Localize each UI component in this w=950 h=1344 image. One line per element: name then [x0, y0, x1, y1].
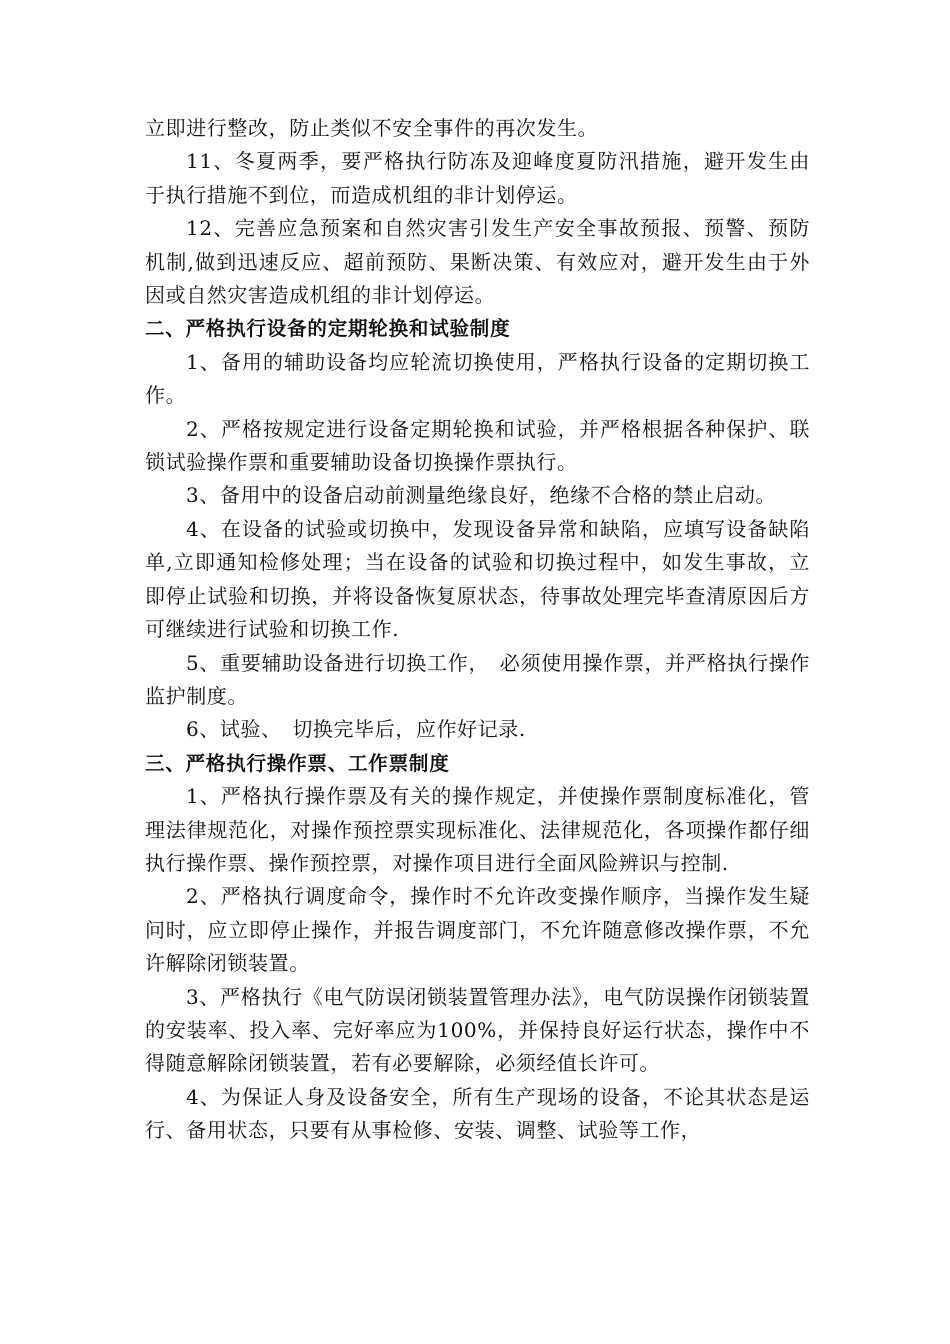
paragraph-s2-item-1: 1、备用的辅助设备均应轮流切换使用，严格执行设备的定期切换工作。 — [145, 349, 810, 408]
paragraph-s2-item-2: 2、严格按规定进行设备定期轮换和试验，并严格根据各种保护、联锁试验操作票和重要辅助设备切换操作票执行。 — [145, 416, 810, 475]
paragraph-s3-item-4: 4、为保证人身及设备安全，所有生产现场的设备，不论其状态是运行、备用状态，只要有从事检修、安装、调整、试验等工作， — [145, 1084, 810, 1143]
paragraph-s2-item-3: 3、备用中的设备启动前测量绝缘良好，绝缘不合格的禁止启动。 — [186, 483, 777, 508]
document-body — [145, 112, 810, 1148]
paragraph-continuation: 立即进行整改，防止类似不安全事件的再次发生。 — [145, 116, 599, 140]
paragraph-s3-item-3: 3、严格执行《电气防误闭锁装置管理办法》，电气防误操作闭锁装置的安装率、投入率、完好率应为100%，并保持良好运行状态，操作中不得随意解除闭锁装置，若有必要解除，必须经值长许可。 — [145, 984, 810, 1076]
paragraph-s3-item-2: 2、严格执行调度命令，操作时不允许改变操作顺序，当操作发生疑问时，应立即停止操作，并报告调度部门，不允许随意修改操作票，不允许解除闭锁装置。 — [145, 884, 810, 976]
section-heading-3: 三、严格执行操作票、工作票制度 — [145, 751, 450, 775]
paragraph-s2-item-6: 6、试验、 切换完毕后，应作好记录. — [186, 717, 526, 742]
paragraph-item-12: 12、完善应急预案和自然灾害引发生产安全事故预报、预警、预防机制,做到迅速反应、超前预防、果断决策、有效应对，避开发生由于外因或自然灾害造成机组的非计划停运。 — [145, 216, 810, 308]
paragraph-item-11: 11、冬夏两季，要严格执行防冻及迎峰度夏防汛措施，避开发生由于执行措施不到位，而造成机组的非计划停运。 — [145, 149, 810, 207]
section-heading-2: 二、严格执行设备的定期轮换和试验制度 — [145, 317, 511, 341]
paragraph-s3-item-1: 1、严格执行操作票及有关的操作规定，并使操作票制度标准化，管理法律规范化，对操作预控票实现标准化、法律规范化，各项操作都仔细执行操作票、操作预控票，对操作项目进行全面风险辨识与控制. — [145, 784, 810, 875]
paragraph-s2-item-5: 5、重要辅助设备进行切换工作， 必须使用操作票，并严格执行操作监护制度。 — [145, 650, 810, 708]
paragraph-s2-item-4: 4、在设备的试验或切换中，发现设备异常和缺陷，应填写设备缺陷单,立即通知检修处理；当在设备的试验和切换过程中，如发生事故，立即停止试验和切换，并将设备恢复原状态，待事故处理完毕查清原因后方可继续进行试验和切换工作. — [145, 516, 810, 642]
